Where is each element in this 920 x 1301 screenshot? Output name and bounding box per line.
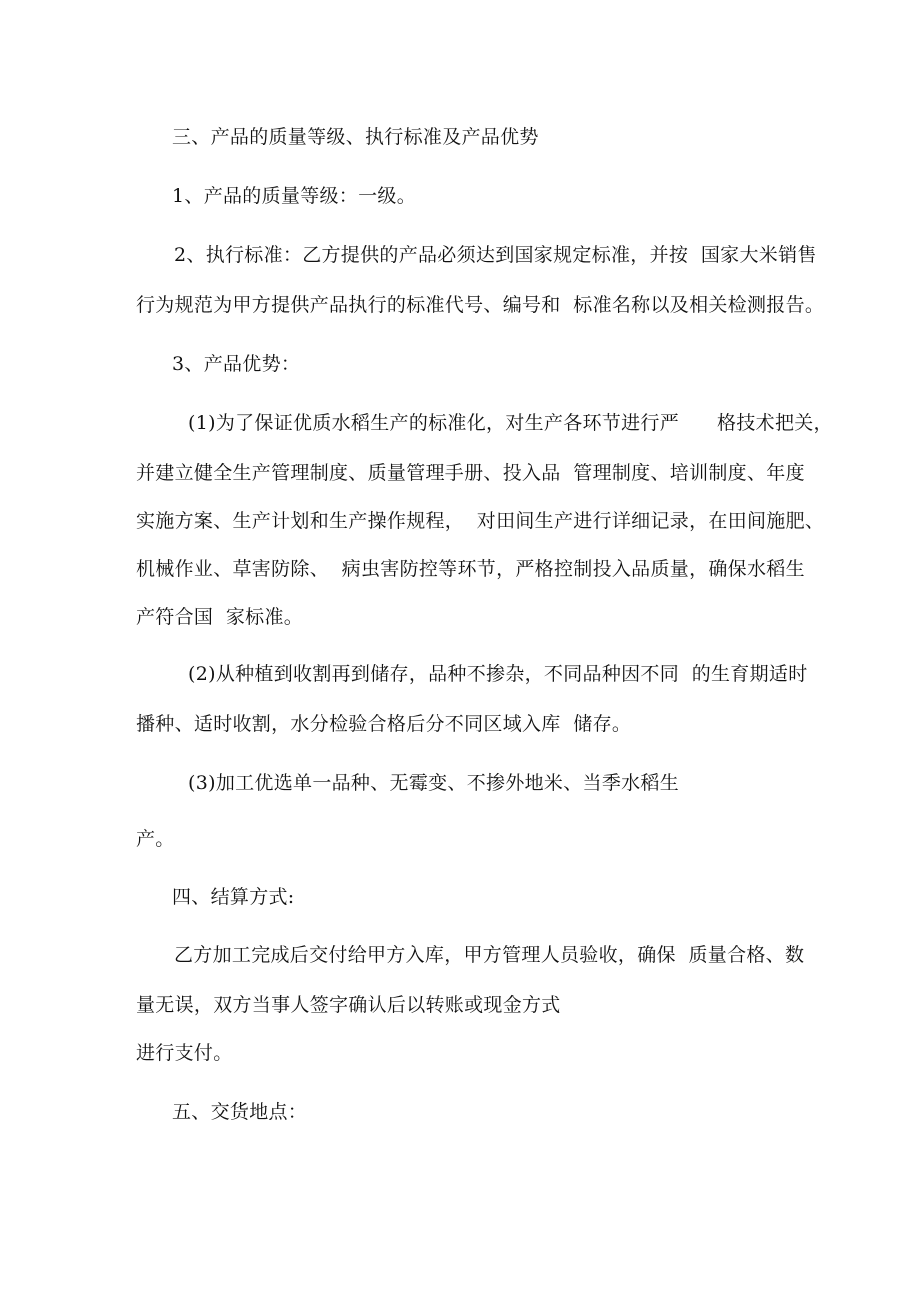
- advantage1-line1: (1)为了保证优质水稻生产的标准化，对生产各环节进行严 格技术把关，: [188, 412, 833, 434]
- advantage1-line2: 并建立健全生产管理制度、质量管理手册、投入品 管理制度、培训制度、年度: [136, 462, 805, 484]
- advantage1-line4: 机械作业、草害防除、 病虫害防控等环节，严格控制投入品质量，确保水稻生: [136, 558, 805, 580]
- settlement-line3: 进行支付。: [136, 1042, 233, 1064]
- advantage3-line1: (3)加工优选单一品种、无霉变、不掺外地米、当季水稻生: [188, 772, 680, 794]
- settlement-line1: 乙方加工完成后交付给甲方入库，甲方管理人员验收，确保 质量合格、数: [174, 944, 805, 966]
- section5-heading: 五、交货地点：: [172, 1101, 308, 1123]
- settlement-line2: 量无误，双方当事人签字确认后以转账或现金方式: [136, 994, 561, 1016]
- item2-standard-line1: 2、执行标准：乙方提供的产品必须达到国家规定标准，并按 国家大米销售: [174, 244, 817, 266]
- advantage1-line3: 实施方案、生产计划和生产操作规程， 对田间生产进行详细记录，在田间施肥、: [136, 510, 825, 532]
- section3-heading: 三、产品的质量等级、执行标准及产品优势: [172, 126, 539, 148]
- item2-standard-line2: 行为规范为甲方提供产品执行的标准代号、编号和 标准名称以及相关检测报告。: [136, 294, 825, 316]
- item1-quality-grade: 1、产品的质量等级：一级。: [172, 185, 416, 207]
- advantage3-line2: 产。: [136, 828, 175, 850]
- advantage2-line2: 播种、适时收割，水分检验合格后分不同区域入库 储存。: [136, 713, 632, 735]
- item3-heading: 3、产品优势：: [172, 353, 301, 375]
- section4-heading: 四、结算方式:: [172, 886, 295, 908]
- advantage1-line5: 产符合国 家标准。: [136, 606, 304, 628]
- advantage2-line1: (2)从种植到收割再到储存，品种不掺杂，不同品种因不同 的生育期适时: [188, 663, 808, 685]
